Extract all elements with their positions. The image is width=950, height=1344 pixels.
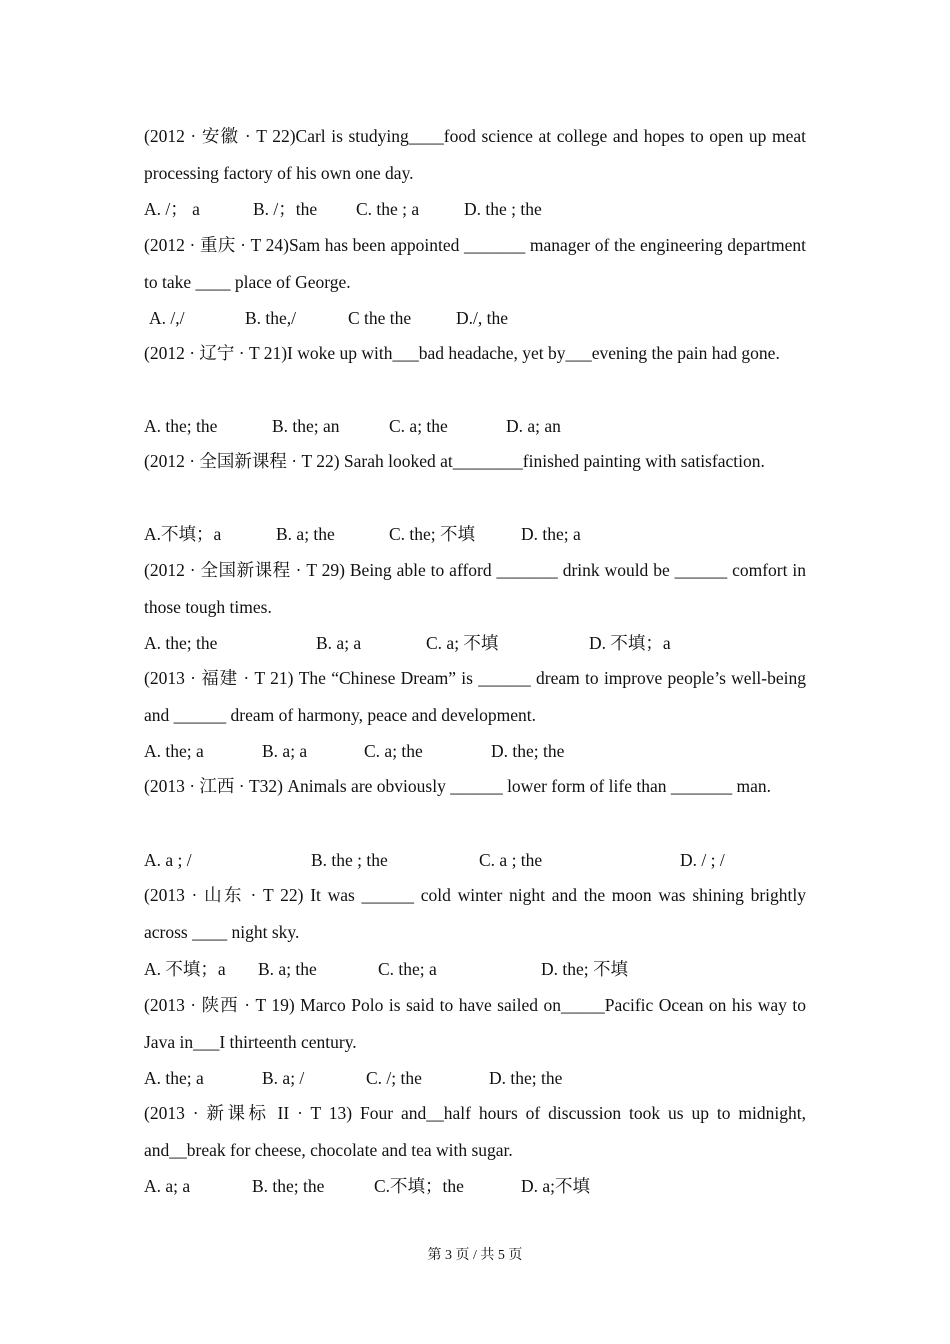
question-stem: (2013 · 新课标 II · T 13) Four and__half hours of discussion took us up to midnight, and__break for cheese, chocolate and tea with sugar. (144, 1103, 806, 1160)
question-stem: (2013 · 江西 · T32) Animals are obviously ______ lower form of life than _______ man. (144, 776, 771, 796)
option-d: D. the; 不填 (541, 959, 629, 979)
option-c: C. a; the (364, 741, 423, 761)
question-options (144, 848, 806, 872)
option-c: C. the; a (378, 959, 437, 979)
option-b: B. /；the (253, 199, 318, 219)
option-c: C. a ; the (479, 850, 543, 870)
option-c: C. a; the (389, 416, 448, 436)
question-options (144, 739, 806, 763)
option-d: D. the; the (489, 1068, 563, 1088)
option-b: B. the,/ (245, 308, 297, 328)
option-b: B. a; a (316, 633, 362, 653)
question-stem: (2012 · 全国新课程 · T 22) Sarah looked at________finished painting with satisfaction. (144, 451, 765, 471)
question-stem: (2012 · 辽宁 · T 21)I woke up with___bad headache, yet by___evening the pain had gone. (144, 343, 780, 363)
option-b: B. a; the (276, 524, 335, 544)
option-a: A. a; a (144, 1176, 191, 1196)
question-options (144, 957, 806, 981)
option-b: B. a; a (262, 741, 308, 761)
option-b: B. the ; the (311, 850, 388, 870)
option-d: D. the; the (491, 741, 565, 761)
option-a: A. the; the (144, 416, 218, 436)
option-d: D. 不填；a (589, 633, 671, 653)
page-number-footer: 第 3 页 / 共 5 页 (427, 1248, 523, 1263)
question-stem: (2012 · 重庆 · T 24)Sam has been appointed _______ manager of the engineering department to take ____ place of George. (144, 235, 806, 292)
option-a: A. 不填；a (144, 959, 226, 979)
option-c: C. /; the (366, 1068, 422, 1088)
question-options (144, 522, 806, 546)
question-stem: (2012 · 安徽 · T 22)Carl is studying____food science at college and hopes to open up meat processing factory of his own one day. (144, 126, 806, 183)
option-d: D./, the (456, 308, 509, 328)
option-b: B. a; / (262, 1068, 305, 1088)
option-b: B. a; the (258, 959, 317, 979)
question-stem: (2013 · 陕西 · T 19) Marco Polo is said to have sailed on_____Pacific Ocean on his way to Java in___I thirteenth century. (144, 995, 806, 1052)
question-stem: (2013 · 福建 · T 21) The “Chinese Dream” is ______ dream to improve people’s well-being and ______ dream of harmony, peace and development. (144, 668, 806, 725)
question-options (144, 306, 806, 330)
question-options (144, 414, 806, 438)
option-a: A. the; the (144, 633, 218, 653)
question-options (144, 197, 806, 221)
question-options (144, 631, 806, 655)
option-a: A.不填；a (144, 524, 222, 544)
question-options (144, 1174, 806, 1198)
option-d: D. the ; the (464, 199, 542, 219)
option-b: B. the; the (252, 1176, 325, 1196)
option-a: A. a ; / (144, 850, 192, 870)
option-b: B. the; an (272, 416, 340, 436)
option-c: C. the ; a (356, 199, 420, 219)
question-options (144, 1066, 806, 1090)
question-stem: (2012 · 全国新课程 · T 29) Being able to afford _______ drink would be ______ comfort in those tough times. (144, 560, 806, 617)
option-c: C. the; 不填 (389, 524, 476, 544)
option-d: D. a;不填 (521, 1176, 591, 1196)
option-c: C.不填；the (374, 1176, 464, 1196)
option-c: C the the (348, 308, 412, 328)
option-d: D. the; a (521, 524, 581, 544)
question-stem: (2013 · 山东 · T 22) It was ______ cold winter night and the moon was shining brightly across ____ night sky. (144, 885, 806, 942)
option-d: D. a; an (506, 416, 561, 436)
option-a: A. /,/ (149, 308, 185, 328)
option-d: D. / ; / (680, 850, 725, 870)
option-a: A. the; a (144, 1068, 204, 1088)
option-c: C. a; 不填 (426, 633, 499, 653)
option-a: A. /； a (144, 199, 200, 219)
option-a: A. the; a (144, 741, 204, 761)
